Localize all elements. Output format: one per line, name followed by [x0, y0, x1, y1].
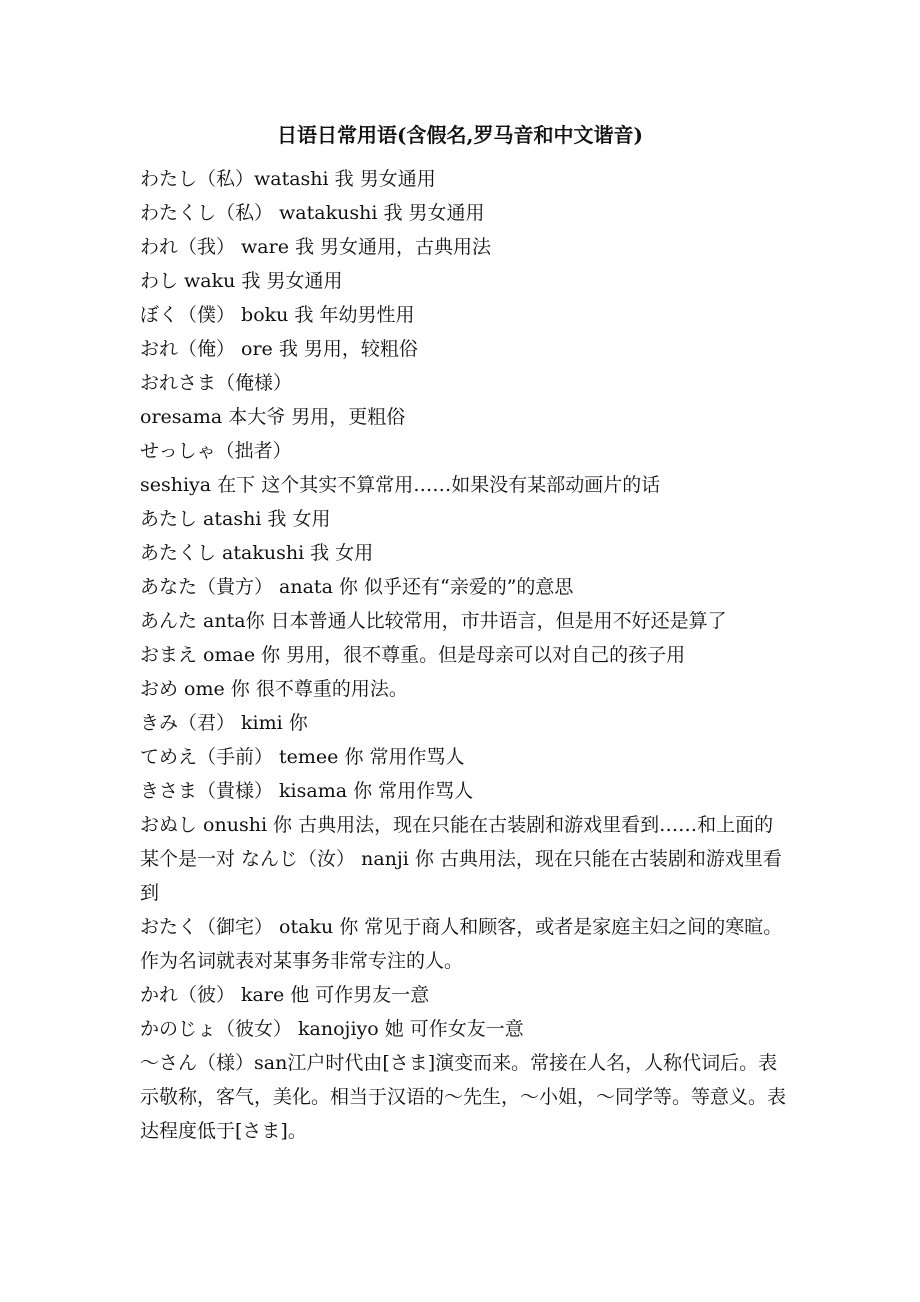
- text-line: おれ（俺） ore 我 男用，较粗俗: [140, 338, 418, 360]
- text-line: かれ（彼） kare 他 可作男友一意: [140, 984, 430, 1006]
- text-line: おれさま（俺様）: [140, 372, 293, 394]
- paragraph-otaku: おたく（御宅） otaku 你 常见于商人和顾客，或者是家庭主妇之间的寒暄。作为名词就表对某事务非常专注的人。: [140, 916, 783, 972]
- text-line: せっしゃ（拙者）: [140, 440, 292, 462]
- text-line: oresama 本大爷 男用，更粗俗: [140, 406, 406, 428]
- text-line: われ（我） ware 我 男女通用，古典用法: [140, 236, 492, 258]
- text-line: わし waku 我 男女通用: [140, 270, 343, 292]
- paragraph-san: ～さん（様）san江户时代由[さま]演变而来。常接在人名，人称代词后。表示敬称，客气，美化。相当于汉语的～先生，～小姐，～同学等。等意义。表达程度低于[さま]。: [140, 1052, 787, 1142]
- text-line: あなた（貴方） anata 你 似乎还有“亲爱的”的意思: [140, 576, 574, 598]
- text-line: わたし（私）watashi 我 男女通用: [140, 168, 436, 190]
- text-line: ぼく（僕） boku 我 年幼男性用: [140, 304, 415, 326]
- paragraph-onushi: おぬし onushi 你 古典用法，现在只能在古装剧和游戏里看到……和上面的某个是一对 なんじ（汝） nanji 你 古典用法，现在只能在古装剧和游戏里看到: [140, 814, 782, 904]
- text-line: きみ（君） kimi 你: [140, 712, 308, 734]
- text-line: きさま（貴様） kisama 你 常用作骂人: [140, 780, 474, 802]
- text-line: あたし atashi 我 女用: [140, 508, 331, 530]
- text-line: かのじょ（彼女） kanojiyo 她 可作女友一意: [140, 1018, 524, 1040]
- text-line: おめ ome 你 很不尊重的用法。: [140, 678, 408, 700]
- text-line: seshiya 在下 这个其实不算常用……如果没有某部动画片的话: [140, 474, 661, 496]
- text-line: おまえ omae 你 男用，很不尊重。但是母亲可以对自己的孩子用: [140, 644, 686, 666]
- text-line: あたくし atakushi 我 女用: [140, 542, 374, 564]
- text-line: わたくし（私） watakushi 我 男女通用: [140, 202, 485, 224]
- document-body: [140, 162, 792, 1148]
- document-title: 日语日常用语(含假名,罗马音和中文谐音): [277, 123, 643, 147]
- text-line: てめえ（手前） temee 你 常用作骂人: [140, 746, 465, 768]
- paragraph-anta: あんた anta你 日本普通人比较常用，市井语言，但是用不好还是算了: [140, 610, 727, 632]
